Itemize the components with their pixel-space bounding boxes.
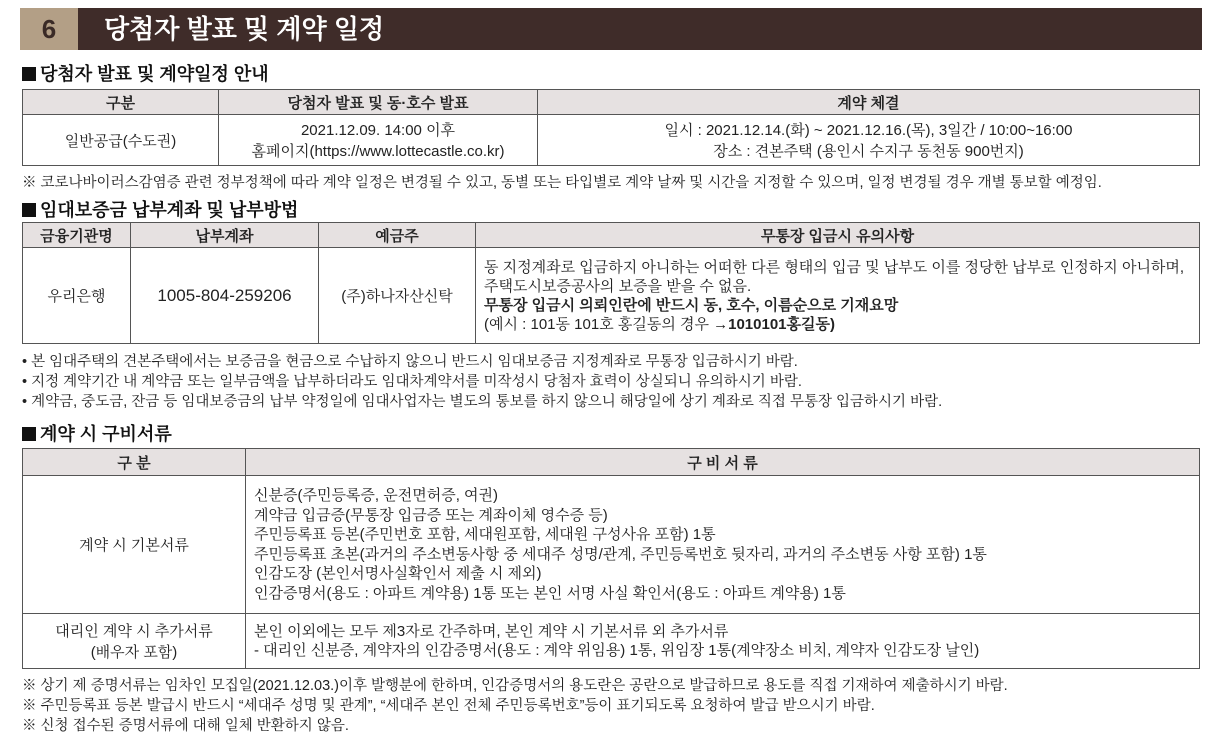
announce-cell bbox=[219, 115, 538, 166]
announce-site: 홈페이지(https://www.lottecastle.co.kr) bbox=[251, 143, 505, 160]
col-header: 무통장 입금시 유의사항 bbox=[476, 223, 1200, 248]
heading-deposit bbox=[22, 196, 298, 222]
note-item: ※ 상기 제 증명서류는 임차인 모집일(2021.12.03.)이후 발행분에 한하며, 인감증명서의 용도란은 공란으로 발급하므로 용도를 직접 기재하여 제출하시기 바람. bbox=[22, 678, 1008, 694]
square-bullet-icon bbox=[22, 427, 36, 441]
doc-item: 신분증(주민등록증, 운전면허증, 여권) bbox=[254, 487, 499, 504]
doc-item: 계약금 입금증(무통장 입금증 또는 계좌이체 영수증 등) bbox=[254, 506, 608, 524]
note-line: (예시 : 101동 101호 홍길동의 경우 → bbox=[484, 315, 729, 333]
col-header: 구 분 bbox=[23, 449, 246, 476]
deposit-bullets bbox=[22, 352, 942, 412]
section-number: 6 bbox=[20, 8, 78, 50]
schedule-note: ※ 코로나바이러스감염증 관련 정부정책에 따라 계약 일정은 변경될 수 있고, 동별 또는 타입별로 계약 날짜 및 시간을 지정할 수 있으며, 일정 변경될 경우 개별 통보할 예정임. bbox=[22, 175, 1102, 191]
heading-text: 계약 시 구비서류 bbox=[40, 424, 172, 444]
documents-notes bbox=[22, 676, 1008, 736]
contract-cell bbox=[538, 115, 1200, 166]
note-line: 무통장 입금시 의뢰인란에 반드시 동, 호수, 이름순으로 기재요망 bbox=[484, 296, 899, 314]
col-header: 예금주 bbox=[319, 223, 476, 248]
doc-item: 주민등록표 등본(주민번호 포함, 세대원포함, 세대원 구성사유 포함) 1통 bbox=[254, 526, 716, 543]
col-header: 당첨자 발표 및 동·호수 발표 bbox=[219, 90, 538, 115]
account-number: 1005-804-259206 bbox=[131, 248, 319, 344]
doc-type bbox=[23, 614, 246, 669]
note-line: 주택도시보증공사의 보증을 받을 수 없음. bbox=[484, 277, 752, 295]
doc-item: 주민등록표 초본(과거의 주소변동사항 중 세대주 성명/관계, 주민등록번호 뒷자리, 과거의 주소변동 사항 포함) 1통 bbox=[254, 545, 987, 563]
heading-schedule bbox=[22, 60, 269, 86]
heading-documents bbox=[22, 420, 172, 446]
doc-item: - 대리인 신분증, 계약자의 인감증명서(용도 : 계약 위임용) 1통, 위임장 1통(계약장소 비치, 계약자 인감도장 날인) bbox=[254, 642, 980, 659]
heading-text: 당첨자 발표 및 계약일정 안내 bbox=[40, 64, 269, 84]
note-line: 1010101홍길동) bbox=[728, 315, 835, 333]
contract-date: 일시 : 2021.12.14.(화) ~ 2021.12.16.(목), 3일간 / 10:00~16:00 bbox=[664, 122, 1073, 139]
note-line: 동 지정계좌로 입금하지 아니하는 어떠한 다른 형태의 입금 및 납부도 이를 정당한 납부로 인정하지 아니하며, bbox=[484, 258, 1185, 276]
note-item: ※ 주민등록표 등본 발급시 반드시 “세대주 성명 및 관계”, “세대주 본인 전체 주민등록번호”등이 표기되도록 요청하여 발급 받으시기 바람. bbox=[22, 698, 875, 714]
table-row bbox=[23, 614, 1200, 669]
col-header: 납부계좌 bbox=[131, 223, 319, 248]
heading-text: 임대보증금 납부계좌 및 납부방법 bbox=[40, 200, 299, 220]
table-row bbox=[23, 115, 1200, 166]
documents-table bbox=[22, 448, 1200, 669]
doc-item: 인감증명서(용도 : 아파트 계약용) 1통 또는 본인 서명 사실 확인서(용도 : 아파트 계약용) 1통 bbox=[254, 584, 846, 602]
table-row bbox=[23, 476, 1200, 614]
supply-type: 일반공급(수도권) bbox=[23, 115, 219, 166]
square-bullet-icon bbox=[22, 67, 36, 81]
account-holder: (주)하나자산신탁 bbox=[319, 248, 476, 344]
col-header: 계약 체결 bbox=[538, 90, 1200, 115]
col-header: 구 비 서 류 bbox=[246, 449, 1200, 476]
square-bullet-icon bbox=[22, 203, 36, 217]
bullet-item: • 계약금, 중도금, 잔금 등 임대보증금의 납부 약정일에 임대사업자는 별도의 통보를 하지 않으니 해당일에 상기 계좌로 직접 무통장 입금하시기 바람. bbox=[22, 394, 943, 410]
schedule-table bbox=[22, 89, 1200, 166]
doc-type-text: 대리인 계약 시 추가서류 bbox=[55, 623, 213, 640]
col-header: 금융기관명 bbox=[23, 223, 131, 248]
bullet-item: • 지정 계약기간 내 계약금 또는 일부금액을 납부하더라도 임대차계약서를 미작성시 당첨자 효력이 상실되니 유의하시기 바람. bbox=[22, 374, 802, 390]
bullet-item: • 본 임대주택의 견본주택에서는 보증금을 현금으로 수납하지 않으니 반드시 임대보증금 지정계좌로 무통장 입금하시기 바람. bbox=[22, 354, 798, 370]
section-title: 당첨자 발표 및 계약 일정 bbox=[104, 14, 385, 44]
bank-name: 우리은행 bbox=[23, 248, 131, 344]
doc-item: 본인 이외에는 모두 제3자로 간주하며, 본인 계약 시 기본서류 외 추가서류 bbox=[254, 622, 729, 640]
announce-date: 2021.12.09. 14:00 이후 bbox=[300, 122, 456, 139]
doc-type: 계약 시 기본서류 bbox=[23, 476, 246, 614]
contract-place: 장소 : 견본주택 (용인시 수지구 동천동 900번지) bbox=[713, 143, 1024, 160]
doc-list bbox=[246, 614, 1200, 669]
col-header: 구분 bbox=[23, 90, 219, 115]
doc-item: 인감도장 (본인서명사실확인서 제출 시 제외) bbox=[254, 565, 542, 582]
table-row bbox=[23, 248, 1200, 344]
deposit-table bbox=[22, 222, 1200, 344]
doc-list bbox=[246, 476, 1200, 614]
deposit-notes bbox=[476, 248, 1200, 344]
doc-type-sub: (배우자 포함) bbox=[90, 644, 178, 661]
note-item: ※ 신청 접수된 증명서류에 대해 일체 반환하지 않음. bbox=[22, 718, 349, 734]
